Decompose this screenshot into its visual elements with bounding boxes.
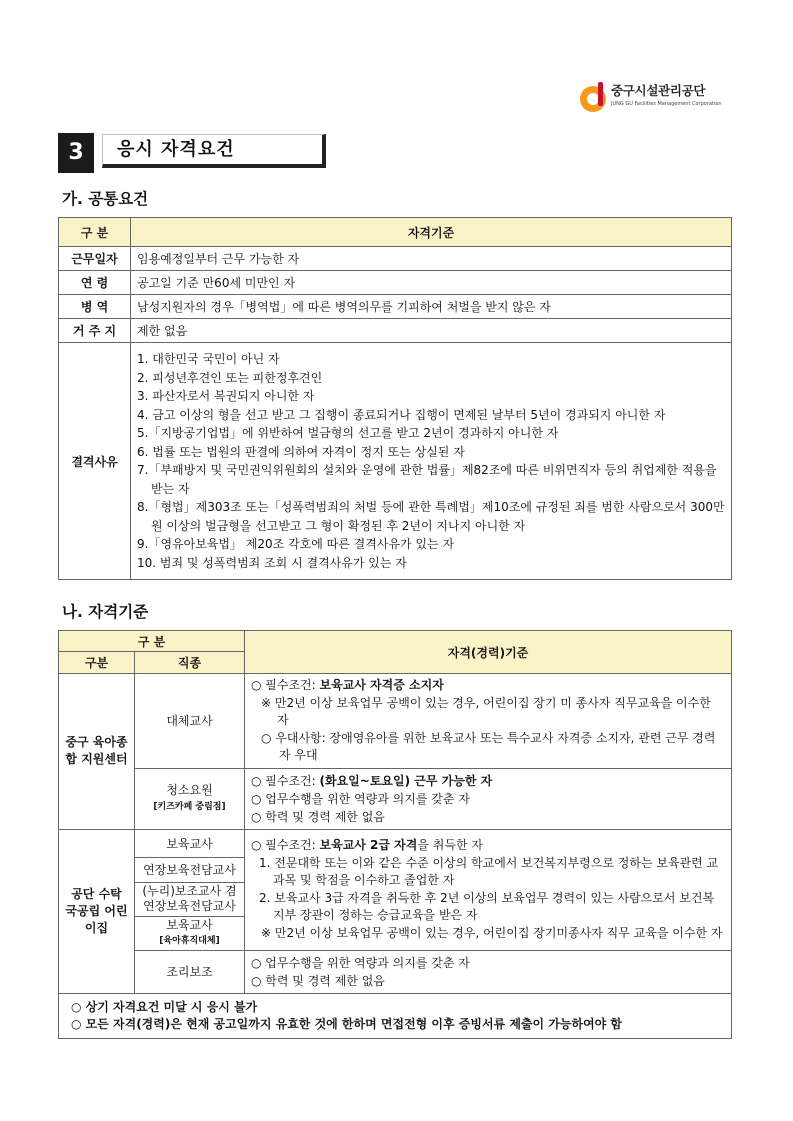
qual-col-sub2: 직종 [135, 652, 245, 674]
list-item: 3. 파산자로서 복권되지 아니한 자 [137, 389, 315, 403]
footer-note: ○ 상기 자격요건 미달 시 응시 불가 [71, 999, 258, 1014]
company-logo [578, 80, 738, 116]
table-row [59, 674, 732, 769]
job-extended-care-teacher: 연장보육전담교사 [135, 857, 245, 882]
substitute-note: ※ 만2년 이상 보육업무 공백이 있는 경우, 어린이집 장기 미 종사자 직무교육을 이수한 자 [261, 695, 711, 727]
qualification-heading: 나. 자격기준 [62, 603, 149, 621]
row-value: 남성지원자의 경우「병역법」에 따른 병역의무를 기피하여 처벌을 받지 않은 자 [131, 295, 732, 319]
table-row [59, 319, 732, 343]
qual-col-criteria: 자격(경력)기준 [245, 631, 732, 674]
list-item: 5.「지방공기업법」에 위반하여 벌금형의 선고를 받고 2년이 경과하지 아니한 자 [137, 426, 559, 440]
job-substitute-teacher: 대체교사 [135, 674, 245, 769]
logo-name: 중구시설관리공단 [611, 83, 706, 98]
qual-col-sub1: 구분 [59, 652, 135, 674]
table-row [59, 295, 732, 319]
substitute-requirement: ○ 필수조건: 보육교사 자격증 소지자 [251, 678, 444, 692]
list-item: 10. 범죄 및 성폭력범죄 조회 시 결격사유가 있는 자 [137, 555, 407, 570]
list-item: 1. 전문대학 또는 이와 같은 수준 이상의 학교에서 보건복지부령으로 정하는 보육관련 교과목 및 학점을 이수하고 졸업한 자 [259, 855, 719, 887]
disqualification-label: 결격사유 [59, 343, 131, 580]
daycare-note: ※ 만2년 이상 보육업무 공백이 있는 경우, 어린이집 장기미종사자 직무 교육을 이수한 자 [261, 925, 723, 940]
disqualification-list [131, 343, 732, 580]
job-childcare-teacher: 보육교사 [135, 829, 245, 857]
table-row [59, 950, 732, 993]
logo-subname: JUNG GU Facilities Management Corporation [611, 101, 722, 107]
daycare-requirement: ○ 필수조건: 보육교사 2급 자격을 취득한 자 [251, 838, 483, 852]
list-item: 8.「형법」제303조 또는「성폭력범죄의 처벌 등에 관한 특례법」제10조에 규정된 죄를 범한 사람으로서 300만원 이상의 벌금형을 선고받고 그 형이 확정된 후 2년이 지나지 아니한 자 [137, 500, 725, 533]
footer-notes [59, 993, 732, 1038]
cleaner-line: ○ 업무수행을 위한 역량과 의지를 갖춘 자 [251, 791, 470, 806]
logo-mark-icon [578, 80, 608, 114]
common-heading: 가. 공통요건 [62, 190, 149, 208]
qualification-table [58, 630, 732, 1039]
footer-note: ○ 모든 자격(경력)은 현재 공고일까지 유효한 것에 한하며 면접전형 이후 증빙서류 제출이 가능하여야 함 [71, 1016, 623, 1031]
table-row [59, 829, 732, 857]
cleaner-line: ○ 학력 및 경력 제한 없음 [251, 809, 385, 824]
list-item: 7.「부패방지 및 국민권익위원회의 설치와 운영에 관한 법률」제82조에 따른 비위면직자 등의 취업제한 적용을 받는 자 [137, 463, 717, 496]
common-col-category: 구 분 [59, 218, 131, 247]
job-assistant-teacher: (누리)보조교사 겸 연장보육전담교사 [135, 882, 245, 916]
section-title: 응시 자격요건 [102, 134, 326, 168]
row-label: 근무일자 [59, 247, 131, 271]
job-leave-substitute-teacher: 보육교사 [육아휴직대체] [135, 916, 245, 950]
table-row [59, 271, 732, 295]
list-item: 6. 법률 또는 법원의 판결에 의하여 자격이 정지 또는 상실된 자 [137, 444, 465, 459]
daycare-criteria [245, 829, 732, 950]
job-cook-assistant: 조리보조 [135, 950, 245, 993]
row-label: 병 역 [59, 295, 131, 319]
cook-criteria [245, 950, 732, 993]
cook-line: ○ 업무수행을 위한 역량과 의지를 갖춘 자 [251, 955, 470, 970]
row-label: 거 주 지 [59, 319, 131, 343]
list-item: 1. 대한민국 국민이 아닌 자 [137, 352, 280, 366]
table-row [59, 343, 732, 580]
row-label: 연 령 [59, 271, 131, 295]
daycare-name: 공단 수탁 국공립 어린이집 [59, 829, 135, 993]
cleaner-requirement: ○ 필수조건: (화요일~토요일) 근무 가능한 자 [251, 773, 493, 788]
substitute-criteria [245, 674, 732, 769]
table-row [59, 993, 732, 1038]
list-item: 2. 피성년후견인 또는 피한정후견인 [137, 370, 323, 385]
row-value: 임용예정일부터 근무 가능한 자 [131, 247, 732, 271]
job-cleaner: 청소요원 [키즈카페 중림점] [135, 768, 245, 829]
qual-col-group: 구 분 [59, 631, 245, 652]
list-item: 2. 보육교사 3급 자격을 취득한 후 2년 이상의 보육업무 경력이 있는 사람으로서 보건복지부 장관이 정하는 승급교육을 받은 자 [259, 890, 715, 922]
substitute-preference: ○ 우대사항: 장애영유아를 위한 보육교사 또는 특수교사 자격증 소지자, 관련 근무 경력자 우대 [261, 730, 716, 762]
section-header [58, 133, 332, 173]
list-item: 4. 금고 이상의 형을 선고 받고 그 집행이 종료되거나 집행이 면제된 날부터 5년이 경과되지 아니한 자 [137, 407, 666, 422]
table-row [59, 247, 732, 271]
common-requirements-table [58, 217, 732, 580]
section-number: 3 [58, 133, 94, 173]
center-name: 중구 육아종합 지원센터 [59, 674, 135, 830]
list-item: 9.「영유아보육법」 제20조 각호에 따른 결격사유가 있는 자 [137, 537, 455, 551]
cleaner-criteria [245, 768, 732, 829]
row-value: 공고일 기준 만60세 미만인 자 [131, 271, 732, 295]
common-col-criteria: 자격기준 [131, 218, 732, 247]
table-row [59, 768, 732, 829]
cook-line: ○ 학력 및 경력 제한 없음 [251, 973, 385, 988]
row-value: 제한 없음 [131, 319, 732, 343]
